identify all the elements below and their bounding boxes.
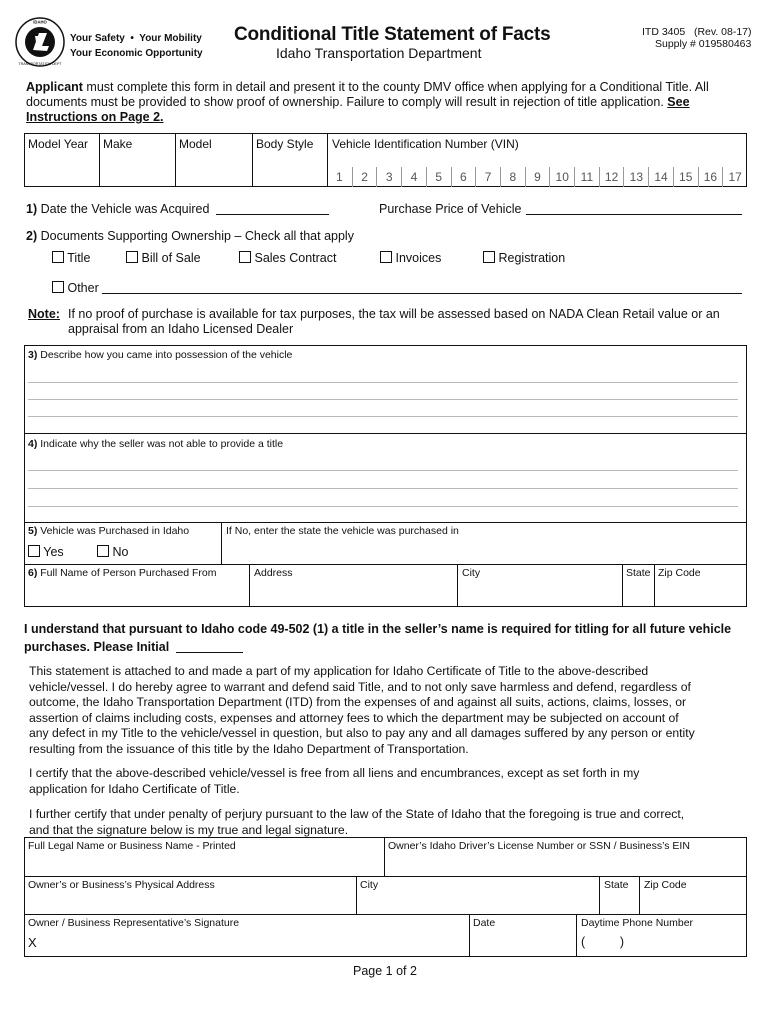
q3-text: Describe how you came into possession of the vehicle [37, 349, 293, 361]
q3-label [28, 349, 292, 361]
seller-state-input[interactable] [625, 584, 652, 604]
invoices-checkbox[interactable] [380, 251, 392, 263]
svg-text:TRANSPORTATION DEPT: TRANSPORTATION DEPT [18, 62, 62, 66]
page-title: Conditional Title Statement of Facts [234, 24, 551, 45]
owner-city-label: City [360, 879, 379, 891]
page-subtitle: Idaho Transportation Department [276, 45, 482, 61]
vin-digit-cell[interactable]: 10 [549, 167, 574, 187]
q5-text: Vehicle was Purchased in Idaho [37, 525, 190, 537]
note-label: Note: [28, 307, 60, 321]
q2-label [26, 229, 354, 243]
title-requirement-line-2: purchases. Please Initial [24, 640, 170, 654]
intro-bold-word: Applicant [26, 80, 83, 94]
q6-number: 6) [28, 567, 38, 579]
model-input[interactable] [178, 160, 250, 180]
note-line-2: appraisal from an Idaho Licensed Dealer [68, 322, 294, 336]
purchase-price-label: Purchase Price of Vehicle [379, 202, 522, 216]
statement-line: resulting from the issuance of this title by the Idaho Department of Transportation. [29, 741, 469, 756]
full-name-label: Full Legal Name or Business Name - Printed [28, 840, 236, 852]
instructions-link[interactable]: Instructions on Page 2. [26, 110, 164, 124]
date-label: Date [473, 917, 496, 929]
intro-text: must complete this form in detail and present it to the county DMV office when applying for a Conditional Title. All documents must be provided to show proof of ownership. Failure to comply will result in rejection of title application. [26, 80, 709, 109]
owner-state-label: State [604, 879, 629, 891]
vin-digit-cell[interactable]: 9 [525, 167, 550, 187]
q2-number: 2) [26, 229, 38, 243]
license-label: Owner’s Idaho Driver’s License Number or SSN / Business’s EIN [388, 840, 690, 852]
doc-option-bill-of-sale[interactable] [126, 251, 201, 265]
form-id: ITD 3405 (Rev. 08-17) [642, 26, 752, 38]
other-input[interactable] [102, 293, 742, 294]
full-name-input[interactable] [28, 854, 380, 874]
body-style-label: Body Style [256, 137, 314, 151]
other-checkbox[interactable] [52, 281, 64, 293]
license-input[interactable] [388, 854, 743, 874]
doc-option-title[interactable] [52, 251, 90, 265]
doc-option-registration[interactable] [483, 251, 565, 265]
q5-number: 5) [28, 525, 38, 537]
seller-name-input[interactable] [28, 584, 246, 604]
q2-text: Documents Supporting Ownership – Check all that apply [37, 229, 354, 243]
title-requirement-line-1: I understand that pursuant to Idaho code 49-502 (1) a title in the seller’s name is required for titling for all future vehicle [24, 622, 732, 636]
seller-zip-label: Zip Code [658, 567, 701, 579]
body-style-input[interactable] [255, 160, 325, 180]
vin-digit-cell[interactable]: 6 [451, 167, 476, 187]
vin-digit-cell[interactable]: 15 [673, 167, 698, 187]
svg-text:IDAHO: IDAHO [33, 19, 47, 25]
physical-address-label: Owner’s or Business’s Physical Address [28, 879, 215, 891]
q3-answer-input[interactable] [28, 366, 738, 428]
bill-of-sale-option-label: Bill of Sale [141, 251, 201, 265]
vin-digit-cell[interactable]: 14 [648, 167, 673, 187]
seller-city-label: City [462, 567, 481, 579]
vin-digit-cell[interactable]: 8 [500, 167, 525, 187]
signature-date-input[interactable] [473, 933, 573, 953]
q6-label [28, 567, 217, 579]
note-line-1: If no proof of purchase is available for tax purposes, the tax will be assessed based on NADA Clean Retail value or an [68, 307, 720, 321]
q5-label [28, 525, 189, 537]
title-option-label: Title [67, 251, 91, 265]
vin-label: Vehicle Identification Number (VIN) [332, 137, 519, 151]
supply-number: Supply # 019580463 [655, 38, 752, 50]
date-acquired-input[interactable] [216, 214, 329, 215]
sales-contract-option-label: Sales Contract [254, 251, 337, 265]
owner-city-input[interactable] [360, 893, 596, 912]
page-number: Page 1 of 2 [353, 964, 417, 978]
vin-digit-cell[interactable]: 4 [401, 167, 426, 187]
vin-digit-cell[interactable]: 17 [722, 167, 747, 187]
statement-line: This statement is attached to and made a part of my application for Idaho Certificate of Title to the above-described [29, 664, 649, 678]
doc-option-other[interactable] [52, 281, 99, 295]
statement-line: and that the signature below is my true and legal signature. [29, 822, 349, 837]
vin-digit-cell[interactable]: 5 [426, 167, 451, 187]
purchased-in-idaho-no[interactable] [97, 545, 128, 559]
q1-label [26, 202, 209, 216]
statement-line: outcome, the Idaho Transportation Department (ITD) from the expenses of and against all suits, actions, claims, losses, or [29, 695, 687, 709]
seller-address-input[interactable] [253, 584, 454, 604]
owner-zip-input[interactable] [643, 893, 743, 912]
signature-label: Owner / Business Representative’s Signature [28, 917, 240, 929]
seller-state-label: State [626, 567, 651, 579]
indemnity-paragraph [29, 664, 749, 757]
owner-state-input[interactable] [603, 893, 637, 912]
see-word: See [667, 95, 690, 109]
seller-address-label: Address [254, 567, 293, 579]
vin-digit-cell[interactable]: 16 [698, 167, 723, 187]
q1-text: Date the Vehicle was Acquired [37, 202, 210, 216]
vin-digit-cell[interactable]: 2 [352, 167, 377, 187]
signature-x-mark: X [28, 935, 37, 950]
q1-number: 1) [26, 202, 38, 216]
yes-label: Yes [43, 545, 64, 559]
no-checkbox[interactable] [97, 545, 109, 557]
registration-option-label: Registration [498, 251, 566, 265]
statement-line: any defect in my Title to the vehicle/vessel in question, but also to pay any and all damages suffered by any person or entity [29, 726, 695, 740]
purchase-price-input[interactable] [526, 214, 742, 215]
q4-number: 4) [28, 438, 38, 450]
title-checkbox[interactable] [52, 251, 64, 263]
phone-input[interactable] [640, 933, 743, 953]
purchase-state-input[interactable] [226, 540, 742, 560]
phone-label: Daytime Phone Number [581, 917, 694, 929]
intro-paragraph [26, 80, 748, 110]
itd-seal-icon [14, 16, 66, 68]
no-label: No [112, 545, 129, 559]
statement-line: application for Idaho Certificate of Title. [29, 781, 240, 796]
vin-digit-cell[interactable]: 1 [336, 170, 343, 184]
if-no-state-label: If No, enter the state the vehicle was purchased in [226, 525, 459, 537]
yes-checkbox[interactable] [28, 545, 40, 557]
invoices-option-label: Invoices [395, 251, 442, 265]
registration-checkbox[interactable] [483, 251, 495, 263]
q4-label [28, 438, 283, 450]
initial-input[interactable] [176, 652, 243, 653]
vin-digit-cell[interactable]: 11 [574, 167, 599, 187]
q4-answer-input[interactable] [28, 455, 738, 517]
physical-address-input[interactable] [28, 893, 353, 912]
vin-digit-cell[interactable]: 7 [475, 167, 500, 187]
statement-line: assertion of claims including costs, expenses and attorney fees to which the department may be subjected on account of [29, 710, 679, 725]
owner-zip-label: Zip Code [644, 879, 687, 891]
seller-city-input[interactable] [461, 584, 619, 604]
q6-text: Full Name of Person Purchased From [37, 567, 217, 579]
seller-zip-input[interactable] [657, 584, 744, 604]
model-label: Model [179, 137, 212, 151]
doc-option-invoices[interactable] [380, 251, 441, 265]
bill-of-sale-checkbox[interactable] [126, 251, 138, 263]
q4-text: Indicate why the seller was not able to provide a title [37, 438, 284, 450]
signature-input[interactable] [42, 933, 466, 953]
slogan-line-1: Your Safety • Your Mobility [70, 33, 202, 44]
itd-logo [14, 16, 66, 68]
model-year-input[interactable] [27, 160, 97, 180]
other-option-label: Other [67, 281, 99, 295]
q3-number: 3) [28, 349, 38, 361]
lien-free-paragraph [29, 766, 749, 797]
slogan-line-2: Your Economic Opportunity [70, 48, 203, 59]
statement-line: vehicle/vessel. I do hereby agree to warrant and defend said Title, and to not only save harmless and defend, regardless of [29, 679, 691, 694]
make-input[interactable] [102, 160, 172, 180]
statement-line: I certify that the above-described vehicle/vessel is free from all liens and encumbrances, except as set forth in my [29, 766, 640, 780]
model-year-label: Model Year [28, 137, 89, 151]
phone-area-code-parens: ( ) [581, 935, 625, 949]
make-label: Make [103, 137, 133, 151]
perjury-paragraph [29, 807, 749, 838]
vin-digit-cell[interactable]: 3 [376, 167, 401, 187]
vin-digit-cell[interactable]: 12 [599, 167, 624, 187]
doc-option-sales-contract[interactable] [239, 251, 336, 265]
sales-contract-checkbox[interactable] [239, 251, 251, 263]
purchased-in-idaho-yes[interactable] [28, 545, 64, 559]
statement-line: I further certify that under penalty of perjury pursuant to the law of the State of Idaho that the foregoing is true and correct, [29, 807, 685, 821]
vin-digit-cell[interactable]: 13 [623, 167, 648, 187]
